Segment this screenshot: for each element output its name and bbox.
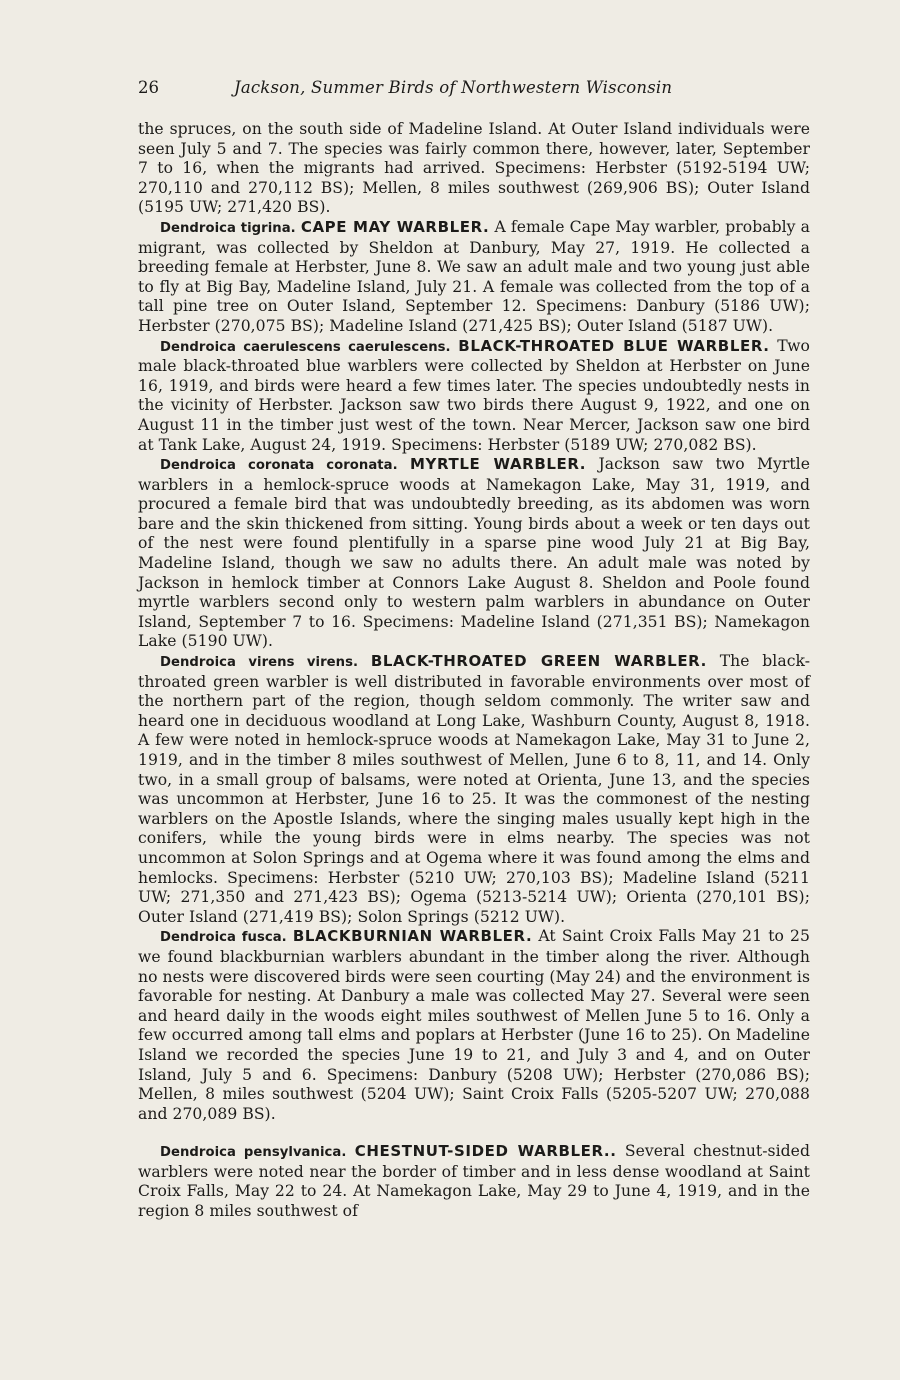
scientific-name: Dendroica tigrina.	[160, 220, 296, 236]
entry-text: The black-throated green warbler is well distributed in favorable environments over most of the northern part of the region, though seldom commonly. The writer saw and heard one in deciduous woodland at Long Lake, Washburn County, August 8, 1918. A few were noted in hemlock-spruce woods at Namekagon Lake, May 31 to June 2, 1919, and in the timber 8 miles southwest of Mellen, June 6 to 8, 11, and 14. Only two, in a small group of balsams, were noted at Orienta, June 13, and the species was uncommon at Herbster, June 16 to 25. It was the commonest of the nesting warblers on the Apostle Islands, where the singing males usually kept high in the conifers, while the young birds were in elms nearby. The species was not uncommon at Solon Springs and at Ogema where it was found among the elms and hemlocks. Specimens: Herbster (5210 UW; 270,103 BS); Madeline Island (5211 UW; 271,350 and 271,423 BS); Ogema (5213-5214 UW); Orienta (270,101 BS); Outer Island (271,419 BS); Solon Springs (5212 UW).	[138, 652, 811, 926]
species-entry-cape-may-warbler	[138, 218, 810, 337]
scientific-name: Dendroica coronata coronata.	[160, 458, 398, 474]
scientific-name: Dendroica fusca.	[160, 930, 287, 946]
species-entry-blackburnian-warbler	[138, 927, 810, 1124]
common-name: BLACK-THROATED GREEN WARBLER.	[370, 652, 707, 671]
common-name: CAPE MAY WARBLER.	[300, 217, 490, 236]
species-entry-black-throated-blue-warbler	[138, 337, 810, 456]
entry-text: At Saint Croix Falls May 21 to 25 we found blackburnian warblers abundant in the timber along the river. Although no nests were discovered birds were seen courting (May 24) and the environment is favorable for nesting. At Danbury a male was collected May 27. Several were seen and heard daily in the woods eight miles southwest of Mellen June 5 to 16. Only a few occurred among tall elms and poplars at Herbster (June 16 to 25). On Madeline Island we recorded the species June 19 to 21, and July 3 and 4, and on Outer Island, July 5 and 6. Specimens: Danbury (5208 UW); Herbster (270,086 BS); Mellen, 8 miles southwest (5204 UW); Saint Croix Falls (5205-5207 UW; 270,088 and 270,089 BS).	[138, 927, 810, 1123]
entry-text: Jackson saw two Myrtle warblers in a hemlock-spruce woods at Namekagon Lake, May 31, 1919, and procured a female bird that was undoubtedly breeding, as its abdomen was worn bare and the skin thickened from sitting. Young birds about a week or ten days out of the nest were found plentifully in a sparse pine wood July 21 at Big Bay, Madeline Island, though we saw no adults there. An adult male was noted by Jackson in hemlock timber at Connors Lake August 8. Sheldon and Poole found myrtle warblers second only to western palm warblers in abundance on Outer Island, September 7 to 16. Specimens: Madeline Island (271,351 BS); Namekagon Lake (5190 UW).	[138, 455, 810, 651]
common-name: BLACKBURNIAN WARBLER.	[292, 927, 533, 946]
running-header	[138, 78, 810, 120]
paragraph-text: the spruces, on the south side of Madeline Island. At Outer Island individuals were seen July 5 and 7. The species was fairly common there, however, later, September 7 to 16, when the migrants had arrived. Specimens: Herbster (5192-5194 UW; 270,110 and 270,112 BS); Mellen, 8 miles southwest (269,906 BS); Outer Island (5195 UW; 271,420 BS).	[138, 120, 810, 217]
body-text	[138, 120, 810, 1222]
scientific-name: Dendroica caerulescens caerulescens.	[160, 339, 451, 355]
common-name: CHESTNUT-SIDED WARBLER..	[354, 1142, 617, 1161]
continued-paragraph	[138, 120, 810, 218]
species-entry-chestnut-sided-warbler	[138, 1142, 810, 1221]
common-name: BLACK-THROATED BLUE WARBLER.	[458, 336, 770, 355]
entry-text: Several chestnut-sided warblers were noted near the border of timber and in less dense woodland at Saint Croix Falls, May 22 to 24. At Namekagon Lake, May 29 to June 4, 1919, and in the region 8 miles southwest of	[138, 1142, 810, 1221]
scientific-name: Dendroica virens virens.	[160, 655, 359, 671]
entry-text: A female Cape May warbler, probably a migrant, was collected by Sheldon at Danbury, May 27, 1919. He collected a breeding female at Herbster, June 8. We saw an adult male and two young just able to fly at Big Bay, Madeline Island, July 21. A female was collected from the top of a tall pine tree on Outer Island, September 12. Specimens: Danbury (5186 UW); Herbster (270,075 BS); Madeline Island (271,425 BS); Outer Island (5187 UW).	[138, 217, 810, 335]
species-entry-black-throated-green-warbler	[138, 652, 810, 927]
entry-text: Two male black-throated blue warblers were collected by Sheldon at Herbster on June 16, 1919, and birds were heard a few times later. The species undoubtedly nests in the vicinity of Herbster. Jackson saw two birds there August 9, 1922, and one on August 11 in the timber just west of the town. Near Mercer, Jackson saw one bird at Tank Lake, August 24, 1919. Specimens: Herbster (5189 UW; 270,082 BS).	[138, 336, 810, 454]
species-entry-myrtle-warbler	[138, 455, 810, 652]
page-number: 26	[138, 78, 159, 97]
common-name: MYRTLE WARBLER.	[410, 455, 587, 474]
scientific-name: Dendroica pensylvanica.	[160, 1145, 347, 1161]
running-title: Jackson, Summer Birds of Northwestern Wisconsin	[234, 78, 673, 97]
